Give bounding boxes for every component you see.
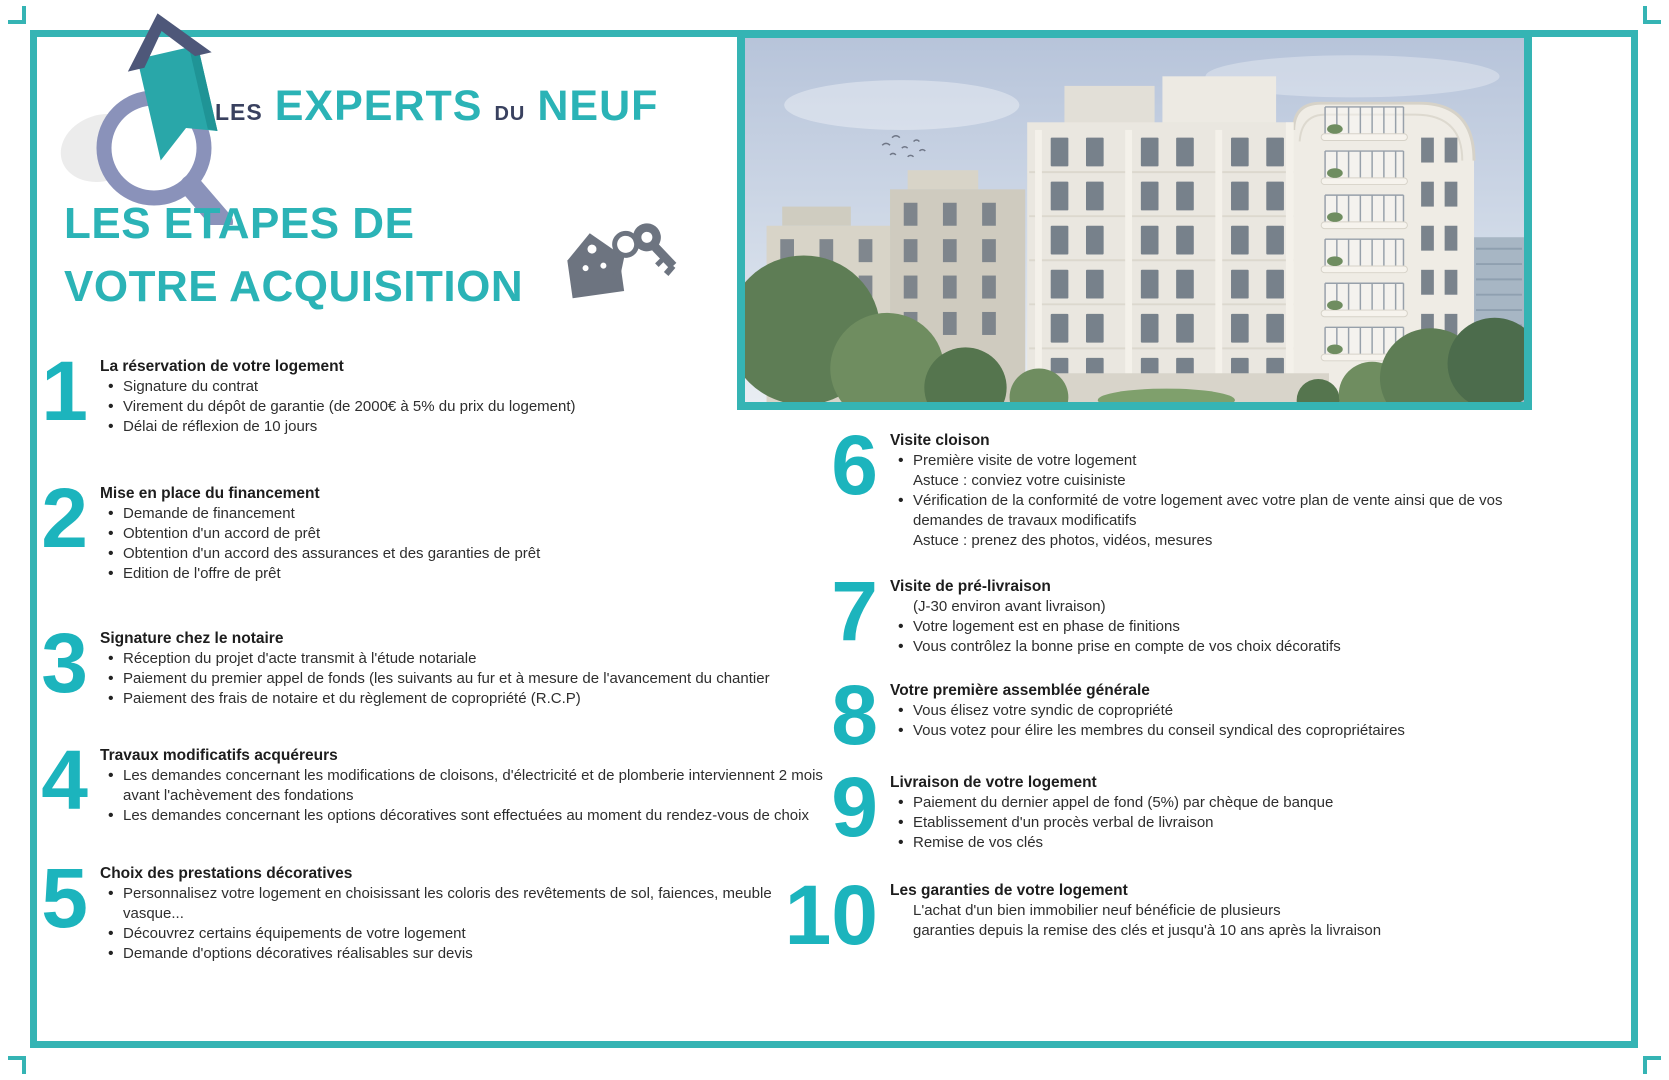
step-item-text: Vérification de la conformité de votre logement avec votre plan de vente ainsi que de vos demandes de travaux modificatifs: [913, 492, 1503, 529]
step-item-text: L'achat d'un bien immobilier neuf bénéficie de plusieurs: [913, 902, 1281, 919]
bullet-dot: •: [898, 814, 904, 831]
bullet-dot: •: [108, 565, 114, 582]
corner-mark-top-right: [1643, 6, 1661, 24]
step-8-number: 8: [831, 668, 878, 762]
step-item-text: Les demandes concernant les modifications de cloisons, d'électricité et de plomberie interviennent 2 mois avant l'achèvement des fondations: [123, 767, 823, 804]
step-10-heading: Les garanties de votre logement: [890, 882, 1128, 899]
step-10: [784, 868, 1530, 962]
step-item: [108, 669, 835, 689]
step-item-text: Astuce : conviez votre cuisiniste: [913, 472, 1126, 489]
step-10-items: [890, 901, 1530, 941]
step-item: [108, 524, 835, 544]
step-item: [898, 637, 1530, 657]
step-item-text: Première visite de votre logement: [913, 452, 1137, 469]
step-item: [898, 793, 1530, 813]
brand-word-neuf: NEUF: [537, 82, 659, 130]
step-item: [108, 417, 835, 437]
building-photo: [737, 30, 1532, 410]
step-item-text: Demande de financement: [123, 505, 295, 522]
step-item-text: Vous votez pour élire les membres du conseil syndical des copropriétaires: [913, 722, 1405, 739]
step-item: [898, 721, 1530, 741]
step-item-text: Personnalisez votre logement en choisissant les coloris des revêtements de sol, faiences, meuble vasque...: [123, 885, 772, 922]
bullet-dot: •: [108, 925, 114, 942]
step-item: [108, 377, 835, 397]
step-item-text: Signature du contrat: [123, 378, 259, 395]
step-4-heading: Travaux modificatifs acquéreurs: [100, 747, 338, 764]
step-9-heading: Livraison de votre logement: [890, 774, 1097, 791]
step-item-text: Votre logement est en phase de finitions: [913, 618, 1180, 635]
step-item-text: garanties depuis la remise des clés et jusqu'à 10 ans après la livraison: [913, 922, 1382, 939]
step-4: [41, 733, 835, 827]
bullet-dot: •: [108, 545, 114, 562]
corner-mark-top-left: [8, 6, 26, 24]
step-item-text: Edition de l'offre de prêt: [123, 565, 281, 582]
step-item: [108, 397, 835, 417]
step-6: [831, 418, 1530, 551]
step-10-number: 10: [784, 868, 878, 962]
step-1: [41, 344, 835, 438]
step-1-items: [100, 377, 835, 437]
bullet-dot: •: [108, 885, 114, 902]
step-6-items: [890, 451, 1530, 551]
step-item-text: Obtention d'un accord de prêt: [123, 525, 321, 542]
bullet-dot: •: [898, 794, 904, 811]
step-7-number: 7: [831, 564, 878, 658]
step-item-text: Obtention d'un accord des assurances et des garanties de prêt: [123, 545, 541, 562]
step-7: [831, 564, 1530, 658]
step-item-text: Vous contrôlez la bonne prise en compte de vos choix décoratifs: [913, 638, 1341, 655]
bullet-dot: •: [108, 670, 114, 687]
step-item-text: Délai de réflexion de 10 jours: [123, 418, 318, 435]
step-5: [41, 851, 835, 964]
bullet-dot: •: [898, 492, 904, 509]
step-4-items: [100, 766, 835, 826]
page-title: [64, 192, 523, 318]
step-7-heading: Visite de pré-livraison: [890, 578, 1051, 595]
step-item-text: Les demandes concernant les options décoratives sont effectuées au moment du rendez-vous de choix: [123, 807, 809, 824]
step-item: [108, 884, 835, 924]
step-item: [108, 544, 835, 564]
step-item-text: Réception du projet d'acte transmit à l'étude notariale: [123, 650, 477, 667]
bullet-dot: •: [108, 525, 114, 542]
step-item: [898, 451, 1530, 471]
step-item-text: Remise de vos clés: [913, 834, 1044, 851]
step-item: [108, 924, 835, 944]
step-item-text: Astuce : prenez des photos, vidéos, mesures: [913, 532, 1213, 549]
step-2-items: [100, 504, 835, 584]
step-5-heading: Choix des prestations décoratives: [100, 865, 353, 882]
step-2-number: 2: [41, 471, 88, 565]
step-item: [898, 471, 1530, 491]
step-2: [41, 471, 835, 584]
step-item: [898, 617, 1530, 637]
building-illustration: [745, 38, 1524, 402]
step-item: [898, 921, 1530, 941]
page-title-line2: VOTRE ACQUISITION: [64, 262, 524, 311]
step-item: [898, 531, 1530, 551]
step-3-heading: Signature chez le notaire: [100, 630, 284, 647]
step-item-text: Paiement des frais de notaire et du règlement de copropriété (R.C.P): [123, 690, 581, 707]
step-item: [898, 901, 1530, 921]
step-item: [108, 944, 835, 964]
step-item: [108, 766, 835, 806]
step-item: [898, 833, 1530, 853]
bullet-dot: •: [108, 398, 114, 415]
step-4-number: 4: [41, 733, 88, 827]
step-1-heading: La réservation de votre logement: [100, 358, 344, 375]
step-6-heading: Visite cloison: [890, 432, 990, 449]
step-item-text: Paiement du premier appel de fonds (les suivants au fur et à mesure de l'avancement du chantier: [123, 670, 770, 687]
corner-mark-bottom-right: [1643, 1056, 1661, 1074]
bullet-dot: •: [898, 702, 904, 719]
bullet-dot: •: [898, 638, 904, 655]
step-item: [108, 504, 835, 524]
bullet-dot: •: [898, 722, 904, 739]
step-3-number: 3: [41, 616, 88, 710]
brand-word-du: DU: [494, 103, 526, 125]
step-item-text: Virement du dépôt de garantie (de 2000€ à 5% du prix du logement): [123, 398, 576, 415]
bullet-dot: •: [108, 807, 114, 824]
step-item-text: Découvrez certains équipements de votre logement: [123, 925, 466, 942]
step-8-items: [890, 701, 1530, 741]
bullet-dot: •: [108, 945, 114, 962]
house-keys-icon: [560, 222, 678, 302]
bullet-dot: •: [898, 834, 904, 851]
step-1-number: 1: [41, 344, 88, 438]
bullet-dot: •: [108, 505, 114, 522]
step-item: [898, 597, 1530, 617]
step-item: [108, 806, 835, 826]
step-item: [108, 564, 835, 584]
corner-mark-bottom-left: [8, 1056, 26, 1074]
step-item-text: Vous élisez votre syndic de copropriété: [913, 702, 1174, 719]
step-5-items: [100, 884, 835, 964]
bullet-dot: •: [898, 452, 904, 469]
bullet-dot: •: [108, 767, 114, 784]
step-item-text: Etablissement d'un procès verbal de livraison: [913, 814, 1214, 831]
bullet-dot: •: [108, 690, 114, 707]
step-9-number: 9: [831, 760, 878, 854]
step-2-heading: Mise en place du financement: [100, 485, 320, 502]
step-5-number: 5: [41, 851, 88, 945]
brand-word-les: LES: [215, 99, 263, 125]
step-6-number: 6: [831, 418, 878, 512]
step-3: [41, 616, 835, 710]
page-title-line1: LES ETAPES DE: [64, 199, 415, 248]
step-7-items: [890, 597, 1530, 657]
bullet-dot: •: [108, 378, 114, 395]
step-item-text: Paiement du dernier appel de fond (5%) par chèque de banque: [913, 794, 1334, 811]
step-item: [108, 689, 835, 709]
step-item: [898, 491, 1530, 531]
step-9: [831, 760, 1530, 854]
step-item: [898, 701, 1530, 721]
step-8: [831, 668, 1530, 762]
step-8-heading: Votre première assemblée générale: [890, 682, 1150, 699]
step-3-items: [100, 649, 835, 709]
step-9-items: [890, 793, 1530, 853]
step-item: [108, 649, 835, 669]
step-item: [898, 813, 1530, 833]
bullet-dot: •: [108, 650, 114, 667]
bullet-dot: •: [898, 618, 904, 635]
step-item-text: Demande d'options décoratives réalisables sur devis: [123, 945, 473, 962]
bullet-dot: •: [108, 418, 114, 435]
brand-wordmark: [215, 82, 658, 131]
brand-word-experts: EXPERTS: [274, 82, 483, 130]
step-item-text: (J-30 environ avant livraison): [913, 598, 1106, 615]
